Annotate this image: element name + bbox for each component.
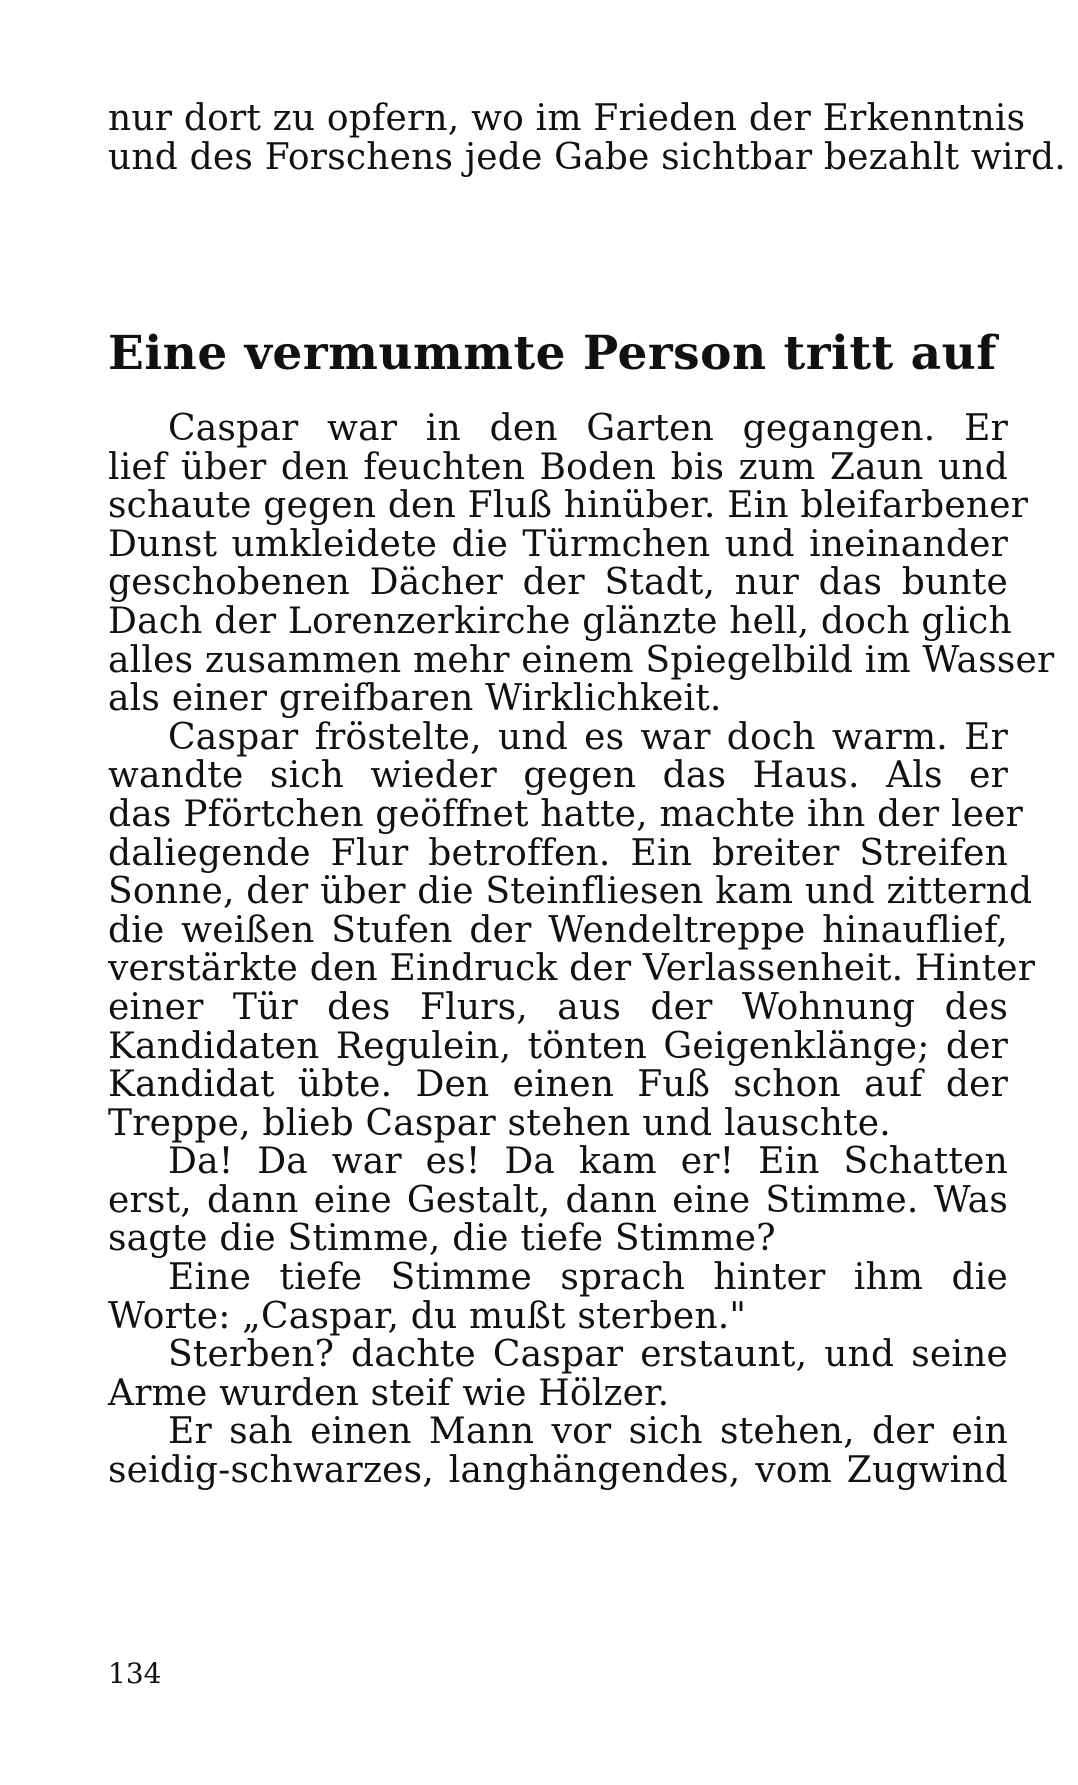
text-line: und des Forschens jede Gabe sichtbar bezahlt wird. — [108, 136, 1066, 178]
text-line: Sterben? dachte Caspar erstaunt, und seine — [168, 1334, 1008, 1376]
chapter-title: Eine vermummte Person tritt auf — [108, 326, 997, 381]
intro-text — [108, 98, 1066, 178]
text-line: Arme wurden steif wie Hölzer. — [108, 1372, 670, 1414]
text-line: nur dort zu opfern, wo im Frieden der Erkenntnis — [108, 98, 1026, 139]
text-line: einer Tür des Flurs, aus der Wohnung des — [108, 986, 1008, 1028]
page-number: 134 — [108, 1657, 162, 1690]
paragraph — [108, 1413, 1008, 1490]
chapter-body — [108, 408, 1055, 1492]
paragraph — [108, 1143, 1008, 1259]
text-line: Caspar fröstelte, und es war doch warm. Er — [168, 716, 1008, 758]
text-line: Dunst umkleidete die Türmchen und ineinander — [108, 523, 1008, 565]
text-line: die weißen Stufen der Wendeltreppe hinauflief, — [108, 909, 1008, 951]
text-line: Treppe, blieb Caspar stehen und lauschte. — [108, 1102, 891, 1144]
text-line: verstärkte den Eindruck der Verlassenheit. Hinter — [108, 948, 1036, 990]
text-line: alles zusammen mehr einem Spiegelbild im Wasser — [108, 639, 1055, 681]
text-line: wandte sich wieder gegen das Haus. Als er — [108, 755, 1008, 797]
paragraph — [108, 716, 1036, 1144]
text-line: Er sah einen Mann vor sich stehen, der ein — [168, 1411, 1008, 1453]
paragraph — [108, 408, 1055, 720]
text-line: Kandidaten Regulein, tönten Geigenklänge; der — [108, 1025, 1008, 1067]
paragraph — [108, 1336, 1008, 1413]
text-line: sagte die Stimme, die tiefe Stimme? — [108, 1218, 776, 1260]
text-line: daliegende Flur betroffen. Ein breiter Streifen — [108, 832, 1008, 874]
text-line: Worte: „Caspar, du mußt sterben." — [108, 1295, 747, 1337]
text-line: Caspar war in den Garten gegangen. Er — [168, 408, 1008, 449]
text-line: erst, dann eine Gestalt, dann eine Stimme. Was — [108, 1179, 1008, 1221]
text-line: schaute gegen den Fluß hinüber. Ein bleifarbener — [108, 485, 1029, 527]
text-line: als einer greifbaren Wirklichkeit. — [108, 678, 722, 720]
text-line: lief über den feuchten Boden bis zum Zaun und — [108, 446, 1008, 488]
paragraph — [108, 1259, 1008, 1336]
text-line: Da! Da war es! Da kam er! Ein Schatten — [168, 1141, 1008, 1183]
text-line: Dach der Lorenzerkirche glänzte hell, doch glich — [108, 600, 1012, 642]
text-line: Sonne, der über die Steinfliesen kam und zitternd — [108, 871, 1033, 913]
text-line: Eine tiefe Stimme sprach hinter ihm die — [168, 1257, 1008, 1299]
text-line: seidig-schwarzes, langhängendes, vom Zugwind — [108, 1450, 1008, 1492]
text-line: geschobenen Dächer der Stadt, nur das bunte — [108, 562, 1008, 604]
text-line: das Pförtchen geöffnet hatte, machte ihn der leer — [108, 793, 1024, 835]
text-line: Kandidat übte. Den einen Fuß schon auf der — [108, 1064, 1008, 1106]
